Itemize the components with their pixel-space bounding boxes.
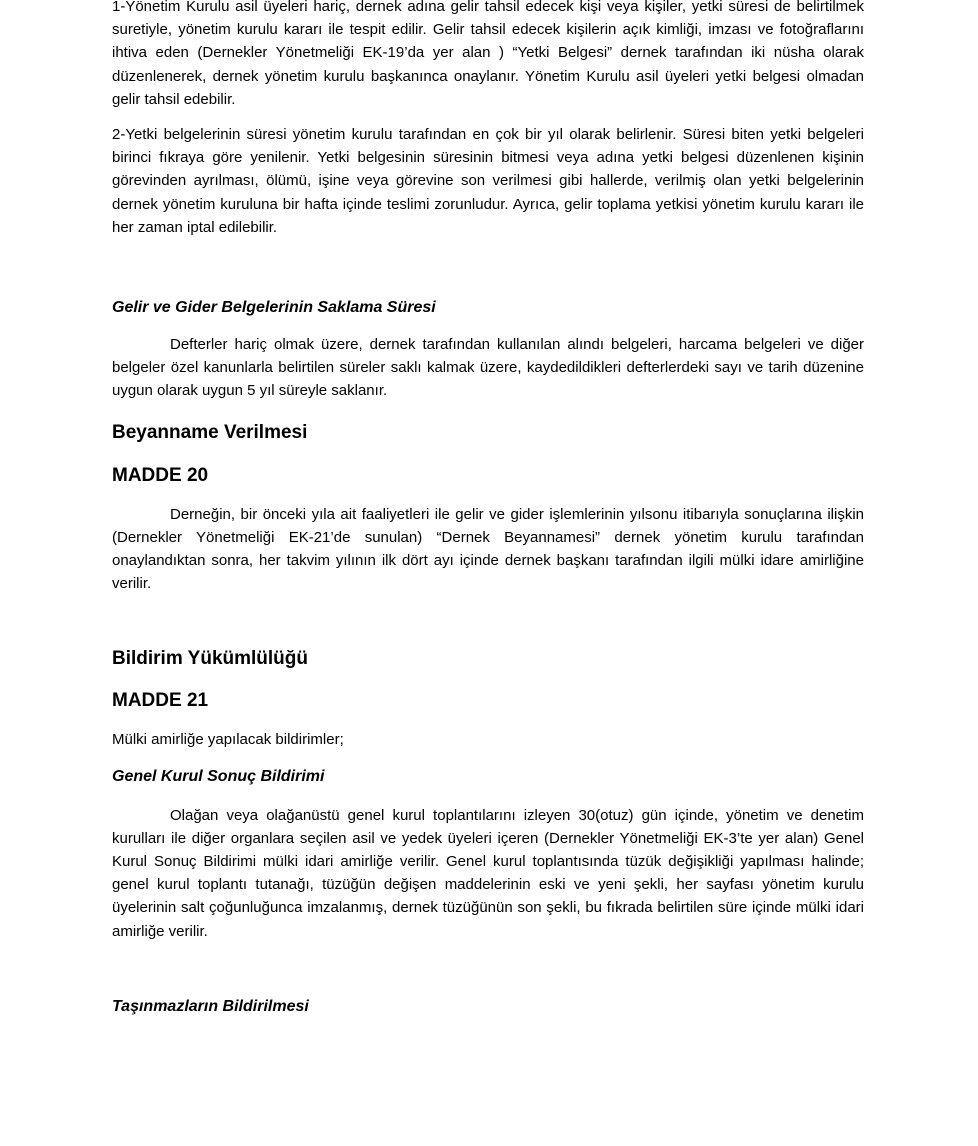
paragraph-genel-kurul: Olağan veya olağanüstü genel kurul toplantılarını izleyen 30(otuz) gün içinde, yönetim ve denetim kurulları ile diğer organlara seçilen asil ve yedek üyeleri içeren (Dernekler Yönetmeliği EK-3’te yer alan) Genel Kurul Sonuç Bildirimi mülki idari amirliğe verilir. Genel kurul toplantısında tüzük değişikliği yapılması halinde; genel kurul toplantı tutanağı, tüzüğün değişen maddelerinin eski ve yeni şekli, her sayfası yönetim kurulu üyelerinin salt çoğunluğunca imzalanmış, dernek tüzüğünün son şekli, bu fıkrada belirtilen süre içinde mülki idari amirliğe verilir. — [112, 806, 864, 940]
heading-saklama-suresi: Gelir ve Gider Belgelerinin Saklama Süresi — [112, 299, 436, 317]
paragraph-yetki-1: 1-Yönetim Kurulu asil üyeleri hariç, dernek adına gelir tahsil edecek kişi veya kişiler, yetki süresi de belirtilmek suretiyle, yönetim kurulu kararı ile tespit edilir. Gelir tahsil edecek kişilerin açık kimliği, imzası ve fotoğraflarını ihtiva eden (Dernekler Yönetmeliği EK-19’da yer alan ) “Yetki Belgesi” dernek tarafından iki nüsha olarak düzenlenerek, dernek yönetim kurulu başkanınca onaylanır. Yönetim Kurulu asil üyeleri yetki belgesi olmadan gelir tahsil edebilir. — [112, 0, 864, 108]
heading-tasinmaz-bildirilmesi: Taşınmazların Bildirilmesi — [112, 997, 309, 1015]
paragraph-mulki-amirlik: Mülki amirliğe yapılacak bildirimler; — [112, 731, 344, 749]
heading-genel-kurul-sonuc: Genel Kurul Sonuç Bildirimi — [112, 767, 325, 785]
heading-beyanname: Beyanname Verilmesi — [112, 421, 308, 443]
paragraph-yetki-2: 2-Yetki belgelerinin süresi yönetim kurulu tarafından en çok bir yıl olarak belirlenir. Süresi biten yetki belgeleri birinci fıkraya göre yenilenir. Yetki belgesinin süresinin bitmesi veya adına yetki belgesi düzenlenen kişinin görevinden ayrılması, ölümü, işine veya görevine son verilmesi gibi hallerde, verilmiş olan yetki belgelerinin dernek yönetim kuruluna bir hafta içinde teslimi zorunludur. Ayrıca, gelir toplama yetkisi yönetim kurulu kararı ile her zaman iptal edilebilir. — [112, 126, 864, 236]
heading-bildirim-yukumlulugu: Bildirim Yükümlülüğü — [112, 648, 308, 670]
heading-madde-20: MADDE 20 — [112, 464, 209, 486]
paragraph-saklama: Defterler hariç olmak üzere, dernek tarafından kullanılan alındı belgeleri, harcama belgeleri ve diğer belgeler özel kanunlarla belirtilen süreler saklı kalmak üzere, kaydedildikleri defterlerdeki sayı ve tarih düzenine uygun olarak uygun 5 yıl süreyle saklanır. — [112, 336, 864, 400]
heading-madde-21: MADDE 21 — [112, 690, 209, 712]
paragraph-beyanname: Derneğin, bir önceki yıla ait faaliyetleri ile gelir ve gider işlemlerinin yılsonu itibarıyla sonuçlarına ilişkin (Dernekler Yönetmeliği EK-21’de sunulan) “Dernek Beyannamesi” dernek yönetim kurulu tarafından onaylandıktan sonra, her takvim yılının ilk dört ayı içinde dernek başkanı tarafından ilgili mülki idare amirliğine verilir. — [112, 505, 864, 593]
document-page — [112, 0, 864, 1018]
